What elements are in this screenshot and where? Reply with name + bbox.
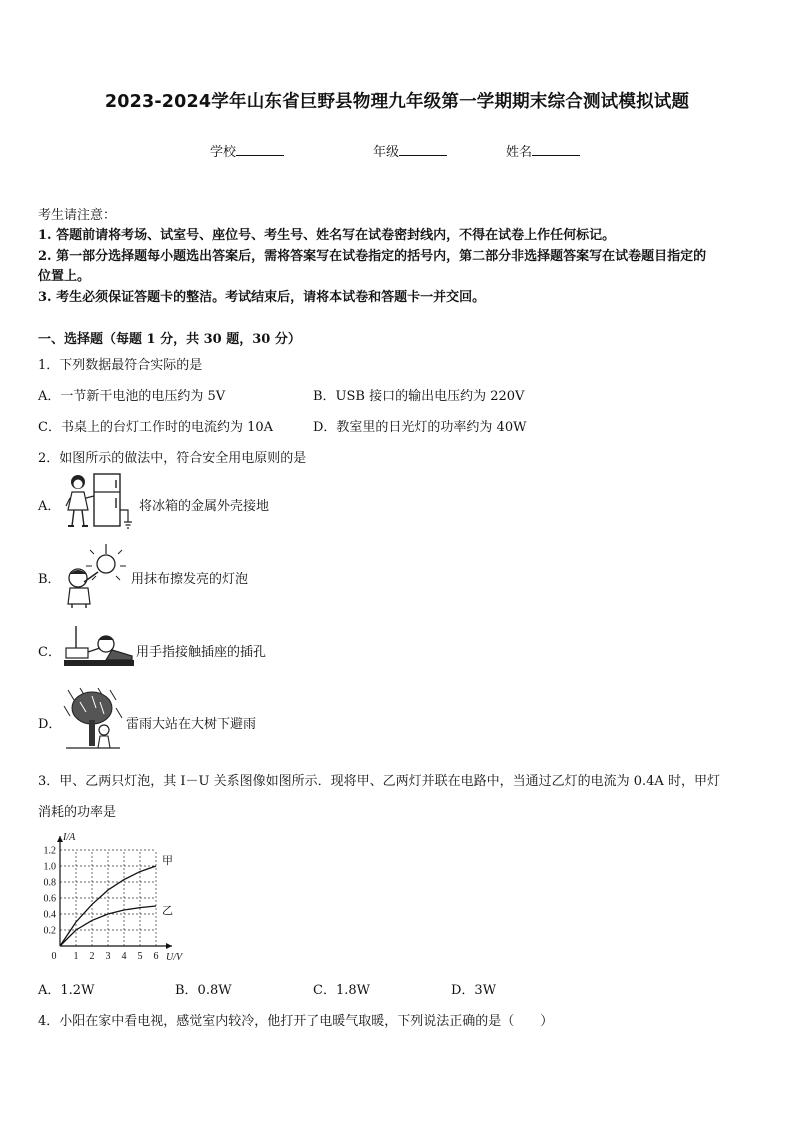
q3-option-a: A．1.2W [38, 983, 95, 998]
y-tick-label: 1.0 [43, 861, 56, 873]
notice-item: 2. 第一部分选择题每小题选出答案后，需将答案写在试卷指定的括号内，第二部分非选择题答案写在试卷题目指定的 [38, 249, 707, 264]
q3-stem-line2: 消耗的功率是 [38, 805, 117, 820]
y-axis-label: I/A [63, 832, 76, 843]
grade-field[interactable] [373, 141, 447, 160]
school-field[interactable] [210, 141, 284, 160]
x-tick-label: 0 [51, 951, 57, 962]
grade-blank[interactable] [399, 143, 447, 156]
q2-option-a-text: 将冰箱的金属外壳接地 [139, 499, 270, 514]
q1-stem: 1．下列数据最符合实际的是 [38, 358, 203, 373]
q3-stem-line1: 3．甲、乙两只灯泡，其 I－U 关系图像如图所示．现将甲、乙两灯并联在电路中，当通过乙灯的电流为 0.4A 时，甲灯 [38, 774, 720, 789]
q1-option-a: A．一节新干电池的电压约为 5V [38, 389, 226, 404]
name-field[interactable] [506, 141, 580, 160]
grade-label: 年级 [373, 145, 400, 160]
q1-option-d: D．教室里的日光灯的功率约为 40W [313, 420, 527, 435]
fridge-grounding-illustration [62, 470, 138, 532]
iu-graph [30, 826, 190, 968]
q1-option-c: C．书桌上的台灯工作时的电流约为 10A [38, 420, 274, 435]
q2-option-b-text: 用抹布擦发亮的灯泡 [131, 572, 249, 587]
school-blank[interactable] [236, 143, 284, 156]
y-tick-label: 0.8 [43, 877, 56, 889]
notice-item: 3. 考生必须保证答题卡的整洁。考试结束后，请将本试卷和答题卡一并交回。 [38, 290, 486, 305]
q2-option-d-text: 雷雨大站在大树下避雨 [126, 717, 257, 732]
q2-stem: 2．如图所示的做法中，符合安全用电原则的是 [38, 451, 307, 466]
series-name-label: 乙 [162, 905, 173, 917]
chart-labels [44, 832, 185, 963]
x-tick-label: 1 [73, 951, 79, 962]
y-tick-label: 0.2 [43, 925, 56, 937]
section-heading: 一、选择题（每题 1 分，共 30 题，30 分） [38, 332, 301, 347]
x-tick-label: 6 [153, 951, 159, 962]
page-title: 2023-2024学年山东省巨野县物理九年级第一学期期末综合测试模拟试题 [104, 92, 690, 112]
wiping-bulb-illustration [62, 544, 130, 608]
y-tick-label: 0.6 [43, 893, 56, 905]
y-tick-label: 0.4 [43, 909, 56, 921]
series-name-label: 甲 [162, 855, 173, 867]
notice-heading: 考生请注意： [38, 208, 117, 223]
q2-option-c-text: 用手指接触插座的插孔 [136, 645, 267, 660]
finger-socket-illustration [62, 624, 136, 668]
name-label: 姓名 [506, 145, 533, 160]
q3-option-c: C．1.8W [313, 983, 370, 998]
x-tick-label: 2 [89, 951, 95, 962]
q3-option-d: D．3W [451, 983, 497, 998]
school-label: 学校 [210, 145, 237, 160]
q2-option-b-letter: B． [38, 572, 61, 587]
q1-option-b: B．USB 接口的输出电压约为 220V [313, 389, 525, 404]
q2-option-d-letter: D． [38, 717, 62, 732]
name-blank[interactable] [532, 143, 580, 156]
tree-rain-illustration [62, 686, 124, 752]
x-tick-label: 5 [137, 951, 143, 962]
x-axis-label: U/V [166, 952, 183, 963]
q2-option-c-letter: C． [38, 645, 61, 660]
x-axis-arrow [166, 943, 172, 949]
q3-option-b: B．0.8W [175, 983, 232, 998]
y-tick-label: 1.2 [43, 845, 56, 857]
q4-stem: 4．小阳在家中看电视，感觉室内较冷，他打开了电暖气取暖，下列说法正确的是（ ） [38, 1014, 554, 1029]
x-tick-label: 4 [121, 951, 127, 962]
notice-item: 1. 答题前请将考场、试室号、座位号、考生号、姓名写在试卷密封线内，不得在试卷上作任何标记。 [38, 228, 616, 243]
q2-option-a-letter: A． [38, 499, 61, 514]
notice-item: 位置上。 [38, 269, 91, 284]
x-tick-label: 3 [105, 951, 111, 962]
